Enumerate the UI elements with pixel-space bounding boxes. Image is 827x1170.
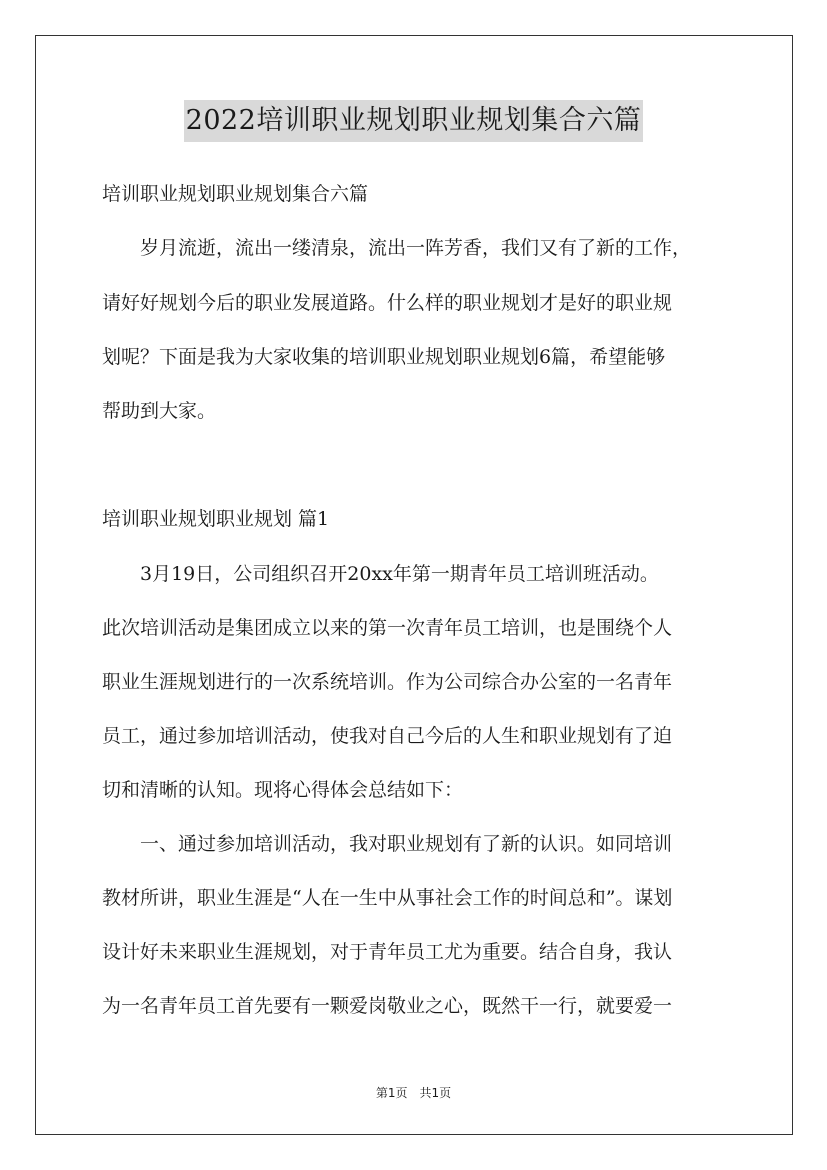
paragraph-line: 职业生涯规划进行的一次系统培训。作为公司综合办公室的一名青年 [102,671,673,693]
section-heading: 培训职业规划职业规划 篇1 [102,508,330,530]
paragraph-line: 划呢？下面是我为大家收集的培训职业规划职业规划6篇，希望能够 [102,346,666,368]
paragraph-line: 员工，通过参加培训活动，使我对自己今后的人生和职业规划有了迫 [102,725,673,747]
title-container [0,100,827,142]
paragraph-line: 岁月流逝，流出一缕清泉，流出一阵芳香，我们又有了新的工作， [102,237,692,259]
paragraph-line: 设计好未来职业生涯规划，对于青年员工尤为重要。结合自身，我认 [102,941,673,963]
paragraph-line: 一、通过参加培训活动，我对职业规划有了新的认识。如同培训 [102,833,673,855]
paragraph-line: 请好好规划今后的职业发展道路。什么样的职业规划才是好的职业规 [102,292,673,314]
paragraph-line: 此次培训活动是集团成立以来的第一次青年员工培训，也是围绕个人 [102,617,673,639]
page-number-footer: 第1页 共1页 [375,1086,452,1100]
paragraph-line: 帮助到大家。 [102,400,217,422]
document-title: 2022培训职业规划职业规划集合六篇 [184,100,644,142]
subtitle-line: 培训职业规划职业规划集合六篇 [102,183,369,205]
paragraph-line: 为一名青年员工首先要有一颗爱岗敬业之心，既然干一行，就要爱一 [102,995,673,1017]
paragraph-line: 3月19日，公司组织召开20xx年第一期青年员工培训班活动。 [102,563,659,585]
paragraph-line: 教材所讲，职业生涯是“人在一生中从事社会工作的时间总和”。谋划 [102,887,673,909]
paragraph-line: 切和清晰的认知。现将心得体会总结如下： [102,779,464,801]
